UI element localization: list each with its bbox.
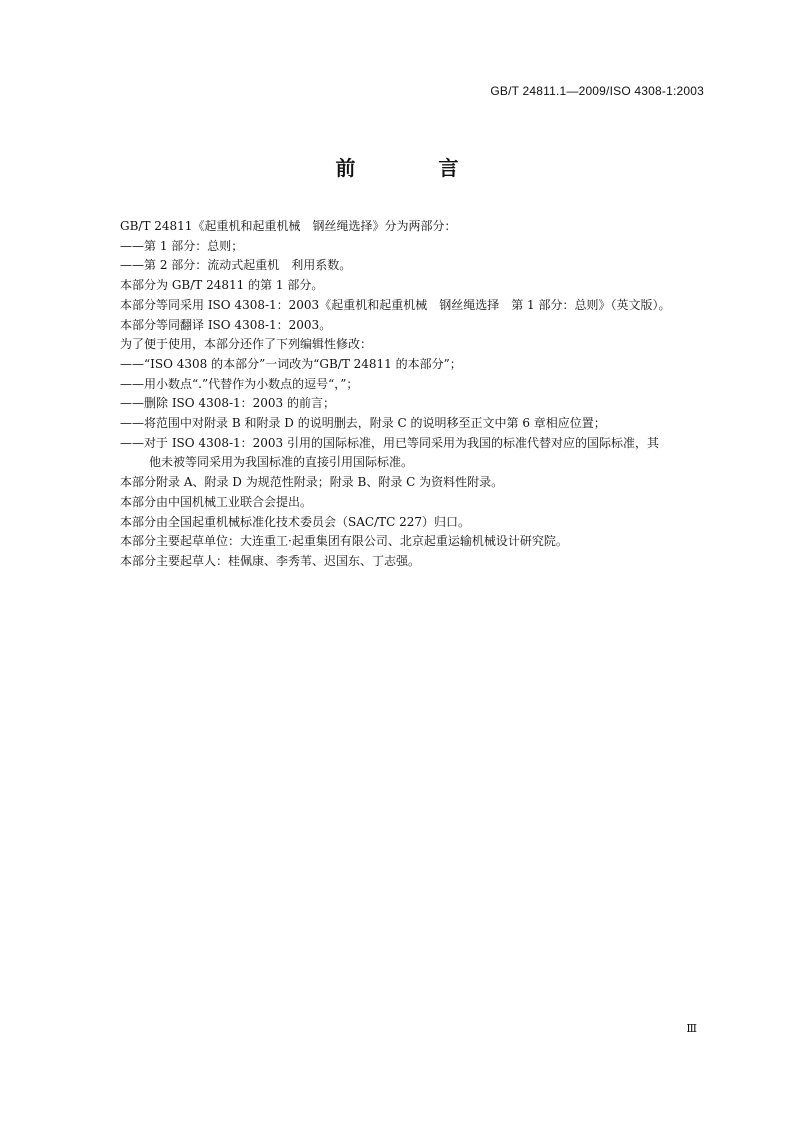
list-item-referenced-standards: ——对于 ISO 4308-1：2003 引用的国际标准，用已等同采用为我国的标准代替对应的国际标准，其 [120,435,660,450]
paragraph-annexes: 本部分附录 A、附录 D 为规范性附录；附录 B、附录 C 为资料性附录。 [120,475,504,490]
list-item-scope-annex: ——将范围中对附录 B 和附录 D 的说明删去，附录 C 的说明移至正文中第 6 章相应位置； [120,416,606,431]
list-item-term-change: ——“ISO 4308 的本部分”一词改为“GB/T 24811 的本部分”； [120,356,462,371]
paragraph-drafting-units: 本部分主要起草单位：大连重工·起重集团有限公司、北京起重运输机械设计研究院。 [120,534,568,549]
foreword-body [120,217,710,572]
paragraph-drafters: 本部分主要起草人：桂佩康、李秀苇、迟国东、丁志强。 [120,553,421,568]
paragraph-editorial-changes: 为了便于使用，本部分还作了下列编辑性修改： [120,337,373,352]
list-item-delete-foreword: ——删除 ISO 4308-1：2003 的前言； [120,396,336,411]
page-number: Ⅲ [686,1022,697,1035]
paragraph-translation: 本部分等同翻译 ISO 4308-1：2003。 [120,317,332,332]
paragraph-this-part: 本部分为 GB/T 24811 的第 1 部分。 [120,278,324,293]
paragraph-technical-committee: 本部分由全国起重机械标准化技术委员会（SAC/TC 227）归口。 [120,514,471,529]
paragraph-identical-adoption: 本部分等同采用 ISO 4308-1：2003《起重机和起重机械 钢丝绳选择 第 1 部分：总则》（英文版）。 [120,297,671,312]
list-item-referenced-standards-cont: 他未被等同采用为我国标准的直接引用国际标准。 [149,455,414,470]
standard-code-header: GB/T 24811.1—2009/ISO 4308-1:2003 [490,84,704,98]
page-title: 前 言 [335,156,497,180]
paragraph-parts-intro: GB/T 24811《起重机和起重机械 钢丝绳选择》分为两部分： [120,219,457,233]
list-item-decimal-point: ——用小数点“.”代替作为小数点的逗号“，”； [120,376,359,391]
list-item-part-2: ——第 2 部分：流动式起重机 利用系数。 [120,258,352,273]
list-item-part-1: ——第 1 部分：总则； [120,238,244,253]
paragraph-proposed-by: 本部分由中国机械工业联合会提出。 [120,494,313,509]
